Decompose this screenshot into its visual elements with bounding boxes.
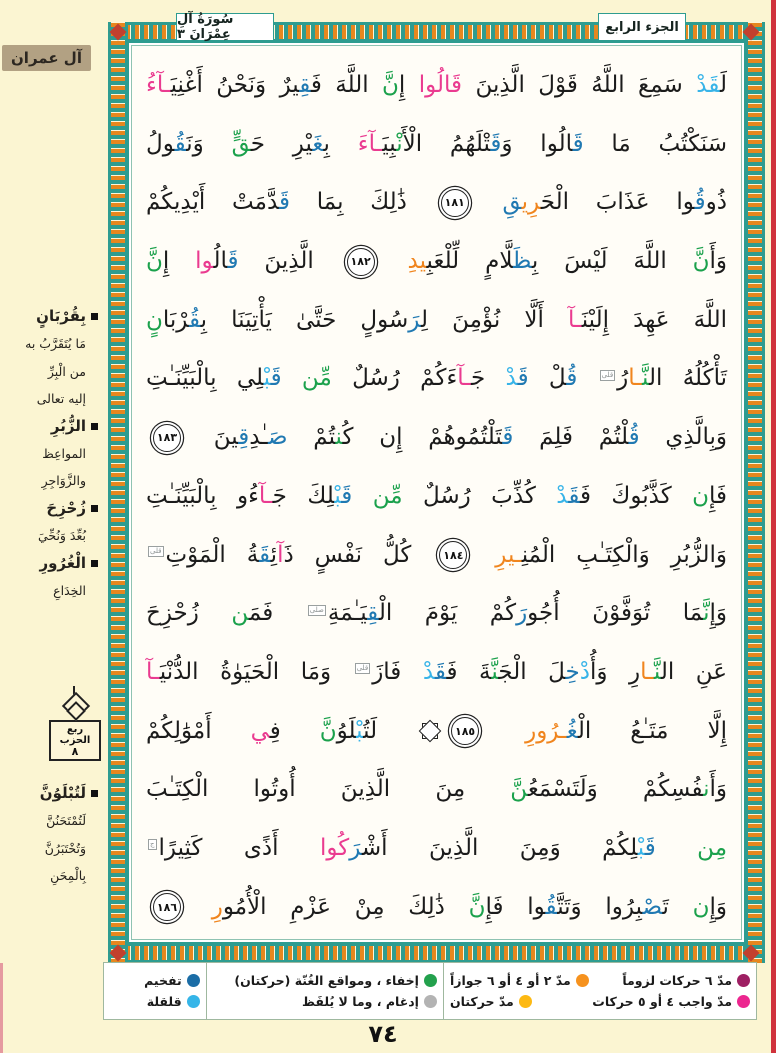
surah-title: سُورَةُ آلِ عِمْرَانَ ٣: [177, 12, 234, 42]
margin-headword: بِقُرْبَانٍ: [0, 303, 104, 330]
legend-item: [302, 994, 437, 1009]
hizb-marker: [44, 686, 106, 761]
quran-line: ذُوقُوا عَذَابَ الْحَرِيقِ ١٨١ ذَٰلِكَ بِمَا قَدَّمَتْ أَيْدِيكُمْ: [146, 189, 727, 216]
headword-bullet: [91, 505, 98, 512]
legend-label: مدّ حركتان: [449, 994, 514, 1010]
hizb-label-line1: ربع: [66, 724, 84, 735]
margin-gloss: بِالْمِحَنِ: [50, 868, 86, 884]
margin-gloss: مَا يُتَقَرَّبُ به: [25, 336, 86, 352]
waqf-sign: قلى: [150, 546, 162, 555]
legend-row: [110, 994, 200, 1009]
margin-notes-group-1: [0, 303, 104, 604]
legend-label: تفخيم: [144, 972, 182, 988]
tajweed-legend: [103, 962, 757, 1020]
legend-item: [147, 994, 200, 1009]
legend-item: [450, 973, 589, 988]
headword-bullet: [91, 313, 98, 320]
hizb-finial-ornament: [44, 686, 106, 720]
margin-gloss: الخِدَاعِ: [53, 583, 86, 599]
legend-color-dot: [737, 995, 750, 1008]
quran-line: فَإِن كَذَّبُوكَ فَقَدْ كُذِّبَ رُسُلٌ مِّن قَبْلِكَ جَـآءُو بِالْبَيِّنَـٰتِ: [146, 482, 728, 509]
waqf-sign: قلى: [356, 664, 369, 673]
verse-number-medallion: ١٨٥: [451, 717, 479, 745]
legend-color-dot: [576, 974, 589, 987]
legend-color-dot: [424, 974, 437, 987]
headword-bullet: [91, 790, 98, 797]
legend-row: [110, 973, 200, 988]
legend-item: [144, 973, 200, 988]
legend-column: [104, 963, 206, 1019]
quran-line: وَأَنَّ اللَّهَ لَيْسَ بِظَلَّامٍ لِّلْعَبِيدِ ١٨٢ الَّذِينَ قَالُوا إِنَّ: [146, 248, 727, 275]
legend-row: [450, 973, 750, 988]
legend-label: مدّ ٢ أو ٤ أو ٦ جوازاً: [449, 972, 571, 988]
quran-text-area: [132, 44, 741, 941]
frame-right-ornament-band: [745, 22, 765, 963]
margin-gloss: والزَّوَاجِرِ: [41, 473, 86, 489]
quran-line: وَبِالَّذِي قُلْتُمْ فَلِمَ قَتَلْتُمُوهُمْ إِن كُنتُمْ صَـٰدِقِينَ ١٨٣: [146, 408, 727, 467]
surah-title-cartouche: [176, 13, 274, 41]
quran-line: وَأَنفُسِكُمْ وَلَتَسْمَعُنَّ مِنَ الَّذِينَ أُوتُوا الْكِتَـٰبَ: [146, 776, 727, 803]
legend-item: [592, 994, 750, 1009]
quran-line: وَالزُّبُرِ وَالْكِتَـٰبِ الْمُنِـيرِ ١٨٤ كُلُّ نَفْسٍ ذَآئِقَةُ الْمَوْتِقلى: [150, 541, 728, 568]
legend-color-dot: [737, 974, 750, 987]
verse-number-medallion: ١٨١: [441, 189, 469, 217]
quran-line: وَإِنَّمَا تُوَفَّوْنَ أُجُورَكُمْ يَوْمَ الْقِيَـٰمَةِصلى فَمَن زُحْزِحَ: [146, 600, 727, 627]
quran-line: إِلَّا مَتَـٰعُ الْغُـرُورِ ١٨٥ لَتُبْلَوُنَّ فِي أَمْوَٰلِكُمْ: [146, 717, 727, 744]
legend-label: إدغام ، وما لا يُلفَظ: [302, 994, 419, 1010]
juz-title: الجزء الرابع: [605, 19, 679, 35]
margin-gloss: لَتُمْتَحَنُنَّ: [46, 813, 86, 829]
legend-label: إخفاء ، ومواقع الغُنّة (حركتان): [234, 972, 419, 988]
legend-column: [443, 963, 756, 1019]
quran-line: وَإِن تَصْبِرُوا وَتَتَّقُوا فَإِنَّ ذَٰلِكَ مِنْ عَزْمِ الْأُمُورِ ١٨٦: [146, 878, 727, 937]
frame-left-ornament-band: [108, 22, 128, 963]
frame-bottom-ornament-band: [108, 943, 765, 963]
margin-gloss: المواعِظ: [42, 446, 86, 462]
margin-gloss: وَتُخْتَبَرُنَّ: [44, 840, 86, 856]
legend-label: قلقلة: [146, 994, 182, 1010]
legend-color-dot: [187, 995, 200, 1008]
legend-color-dot: [519, 995, 532, 1008]
hizb-label-box: [49, 720, 101, 761]
headword-bullet: [91, 423, 98, 430]
verse-number-medallion: ١٨٢: [347, 248, 375, 276]
legend-color-dot: [424, 995, 437, 1008]
quran-line: مِن قَبْلِكُمْ وَمِنَ الَّذِينَ أَشْرَكُوا أَذًى كَثِيرًاج: [150, 834, 728, 861]
quran-line: تَأْكُلُهُ النَّـارُقلى قُلْ قَدْ جَـآءَكُمْ رُسُلٌ مِّن قَبْلِي بِالْبَيِّنَـٰتِ: [146, 365, 727, 392]
hizb-number: ٨: [71, 745, 79, 758]
margin-gloss: من الْبِرِّ: [47, 363, 86, 379]
quran-line: سَنَكْتُبُ مَا قَالُوا وَقَتْلَهُمُ الْأَنْبِيَـآءَ بِغَيْرِ حَقٍّ وَنَقُولُ: [146, 130, 727, 157]
waqf-sign: قلى: [601, 370, 614, 379]
waqf-sign: ج: [150, 840, 155, 849]
waqf-sign: صلى: [309, 605, 324, 614]
hizb-star-icon: [422, 723, 438, 739]
juz-title-cartouche: [598, 13, 686, 41]
legend-label: مدّ واجب ٤ أو ٥ حركات: [592, 994, 732, 1010]
verse-number-medallion: ١٨٤: [439, 541, 467, 569]
quran-line: لَقَدْ سَمِعَ اللَّهُ قَوْلَ الَّذِينَ قَالُوا إِنَّ اللَّهَ فَقِيرٌ وَنَحْنُ أَغْنِيَـآءُ: [146, 72, 727, 98]
quran-line: عَنِ النَّـارِ وَأُدْخِلَ الْجَنَّةَ فَقَدْ فَازَقلى وَمَا الْحَيَوٰةُ الدُّنْيَـآ: [146, 658, 727, 685]
legend-label: مدّ ٦ حركات لزوماً: [622, 972, 732, 988]
margin-headword: لَتُبْلَوُنَّ: [0, 780, 104, 807]
page-number: ٧٤: [368, 1020, 398, 1048]
verse-number-medallion: ١٨٣: [153, 424, 181, 452]
quran-line: اللَّهَ عَهِدَ إِلَيْنَـآ أَلَّا نُؤْمِنَ لِرَسُولٍ حَتَّىٰ يَأْتِيَنَا بِقُرْبَانٍ: [146, 306, 727, 333]
headword-bullet: [91, 560, 98, 567]
margin-gloss: إليه تعالى: [36, 391, 86, 407]
legend-row: [450, 994, 750, 1009]
margin-notes-group-2: [0, 780, 104, 890]
legend-column: [206, 963, 443, 1019]
legend-item: [234, 973, 437, 988]
margin-headword: الْغُرُورِ: [0, 550, 104, 577]
legend-item: [622, 973, 750, 988]
hizb-label-line2: الحزب: [59, 735, 91, 746]
margin-headword: زُحْزِحَ: [0, 495, 104, 522]
margin-gloss: بُعِّدَ وَنُحِّيَ: [37, 528, 86, 544]
legend-color-dot: [187, 974, 200, 987]
page-red-edge: [771, 0, 776, 1053]
legend-row: [213, 973, 437, 988]
legend-row: [213, 994, 437, 1009]
verse-number-medallion: ١٨٦: [153, 893, 181, 921]
margin-headword: الزُّبُرِ: [0, 413, 104, 440]
legend-item: [450, 994, 532, 1009]
surah-name-badge: آل عمران: [2, 45, 91, 71]
